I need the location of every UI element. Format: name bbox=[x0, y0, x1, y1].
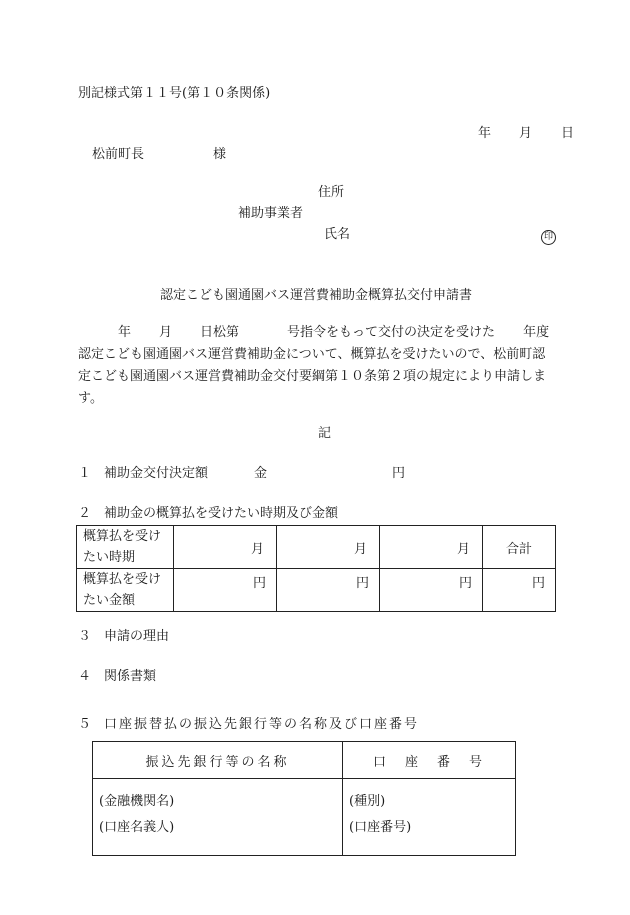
amount-header-line1: 概算払を受け bbox=[83, 572, 162, 587]
table-row bbox=[77, 569, 556, 612]
seal-char: 印 bbox=[541, 230, 556, 245]
recipient-name: 松前町長 bbox=[92, 147, 145, 162]
item1-number: １ bbox=[78, 466, 92, 481]
item5-label: 口座振替払の振込先銀行等の名称及び口座番号 bbox=[104, 717, 420, 732]
applicant-address-label: 住所 bbox=[318, 185, 345, 200]
amount-total-cell: 円 bbox=[483, 569, 556, 612]
table-row bbox=[77, 526, 556, 569]
date-month-label: 月 bbox=[519, 126, 533, 141]
period-cell-2: 月 bbox=[277, 526, 380, 569]
item3-label: 申請の理由 bbox=[104, 629, 170, 644]
account-number-label: (口座番号) bbox=[349, 820, 412, 835]
amount-cell-2: 円 bbox=[277, 569, 380, 612]
amount-cell-1: 円 bbox=[174, 569, 277, 612]
account-holder-label: (口座名義人) bbox=[99, 820, 175, 835]
item1-currency: 金 bbox=[254, 466, 268, 481]
period-header-line1: 概算払を受け bbox=[83, 529, 162, 544]
date-year-label: 年 bbox=[478, 126, 492, 141]
body-line-3: 定こども園通園バス運営費補助金交付要綱第１０条第２項の規定により申請しま bbox=[78, 369, 547, 384]
item2-label: 補助金の概算払を受けたい時期及び金額 bbox=[104, 506, 339, 521]
amount-header bbox=[77, 569, 174, 612]
period-header-line2: たい時期 bbox=[83, 550, 136, 565]
applicant-name-label: 氏名 bbox=[324, 227, 351, 242]
item4-number: ４ bbox=[78, 669, 92, 684]
account-details-cell bbox=[343, 779, 516, 856]
body-year: 年 bbox=[118, 325, 132, 340]
item3-number: ３ bbox=[78, 629, 92, 644]
body-month: 月 bbox=[159, 325, 173, 340]
item2-number: ２ bbox=[78, 506, 92, 521]
amount-header-line2: たい金額 bbox=[83, 593, 136, 608]
amount-cell-3: 円 bbox=[380, 569, 483, 612]
payment-schedule-table bbox=[76, 525, 556, 612]
body-paragraph bbox=[78, 322, 578, 410]
bank-account-table bbox=[92, 741, 516, 856]
period-header bbox=[77, 526, 174, 569]
item1-unit: 円 bbox=[392, 466, 406, 481]
item1-label: 補助金交付決定額 bbox=[104, 466, 209, 481]
bank-details-cell bbox=[93, 779, 343, 856]
document-title: 認定こども園通園バス運営費補助金概算払交付申請書 bbox=[160, 288, 473, 303]
body-line-1 bbox=[78, 322, 578, 344]
body-day-prefix: 日松第 bbox=[200, 325, 240, 340]
bank-name-label: (金融機関名) bbox=[99, 794, 175, 809]
seal-icon bbox=[541, 227, 556, 245]
period-cell-1: 月 bbox=[174, 526, 277, 569]
recipient-honorific: 様 bbox=[213, 147, 227, 162]
item4-label: 関係書類 bbox=[104, 669, 157, 684]
applicant-title: 補助事業者 bbox=[238, 206, 304, 221]
body-line-2: 認定こども園通園バス運営費補助金について、概算払を受けたいので、松前町認 bbox=[78, 347, 546, 362]
period-cell-3: 月 bbox=[380, 526, 483, 569]
bank-name-header: 振込先銀行等の名称 bbox=[93, 742, 343, 779]
table-row bbox=[93, 742, 516, 779]
body-number-text: 号指令をもって交付の決定を受けた bbox=[287, 325, 496, 340]
account-number-header: 口 座 番 号 bbox=[343, 742, 516, 779]
item5-number: ５ bbox=[78, 717, 92, 732]
ki-heading: 記 bbox=[318, 426, 332, 441]
account-type-label: (種別) bbox=[349, 794, 386, 809]
body-fiscal-year: 年度 bbox=[523, 325, 550, 340]
date-day-label: 日 bbox=[561, 126, 575, 141]
body-line-4: す。 bbox=[78, 391, 103, 406]
table-row bbox=[93, 779, 516, 856]
total-header: 合計 bbox=[483, 526, 556, 569]
form-identifier: 別記様式第１１号(第１０条関係) bbox=[78, 86, 271, 101]
